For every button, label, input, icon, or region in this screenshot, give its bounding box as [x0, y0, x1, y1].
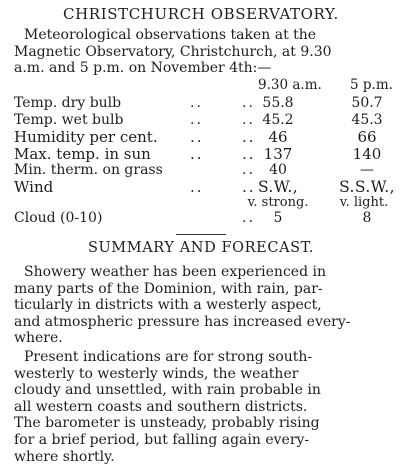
paragraph-line: where.	[14, 330, 63, 347]
summary-paragraph-2	[14, 349, 398, 465]
observation-row	[14, 145, 400, 162]
row-label: Wind	[14, 178, 54, 196]
value-am: 45.2	[262, 112, 294, 128]
intro-line: Meteorological observations taken at the	[24, 27, 317, 43]
observation-row	[14, 162, 400, 179]
value-pm: v. light.	[339, 195, 389, 210]
intro-line: Magnetic Observatory, Christchurch, at 9.30	[14, 43, 332, 60]
observation-row	[14, 95, 400, 112]
value-pm: 8	[362, 210, 372, 226]
summary-paragraph-1	[14, 264, 398, 347]
leader-dots: ..	[242, 178, 256, 196]
row-label: Cloud (0-10)	[14, 210, 103, 226]
observation-row	[14, 210, 400, 227]
leader-dots: ..	[242, 95, 255, 111]
leader-dots: ..	[190, 178, 204, 196]
leader-dots: ..	[242, 162, 255, 178]
observatory-heading: CHRISTCHURCH OBSERVATORY.	[63, 5, 339, 23]
paragraph-line: The barometer is unsteady, probably rising	[14, 415, 320, 432]
value-am: 5	[273, 210, 283, 226]
paragraph-line: Present indications are for strong south-	[24, 349, 313, 365]
value-am: v. strong.	[247, 195, 309, 210]
paragraph-line: all western coasts and southern districts.	[14, 398, 308, 415]
leader-dots: ..	[242, 112, 255, 128]
leader-dots: ..	[242, 128, 256, 146]
paragraph-line: many parts of the Dominion, with rain, par-	[14, 280, 323, 297]
leader-dots: ..	[190, 95, 203, 111]
section-divider	[176, 234, 226, 235]
paragraph-line: where shortly.	[14, 448, 115, 465]
row-label: Temp. dry bulb	[14, 95, 122, 111]
leader-dots: ..	[242, 210, 255, 226]
leader-dots: ..	[190, 128, 204, 146]
row-label: Temp. wet bulb	[14, 112, 124, 128]
observation-row	[14, 112, 400, 129]
row-label: Humidity per cent.	[14, 128, 158, 146]
paragraph-line: ticularly in districts with a westerly aspect,	[14, 297, 322, 314]
paragraph-line: Showery weather has been experienced in	[24, 264, 326, 280]
value-am: 46	[268, 128, 288, 146]
observation-row	[14, 178, 400, 195]
row-label: Max. temp. in sun	[14, 145, 151, 163]
column-header-pm: 5 p.m.	[350, 77, 393, 93]
intro-line: a.m. and 5 p.m. on November 4th:—	[14, 60, 272, 76]
observation-row	[14, 128, 400, 145]
column-header-am: 9.30 a.m.	[258, 77, 322, 93]
value-pm: 140	[352, 145, 382, 163]
leader-dots: ..	[190, 145, 204, 163]
value-pm: 45.3	[351, 112, 383, 128]
row-label: Min. therm. on grass	[14, 162, 163, 178]
value-am: S.W.,	[257, 178, 299, 196]
value-am: 137	[263, 145, 293, 163]
observatory-intro	[14, 27, 394, 77]
paragraph-line: cloudy and unsettled, with rain probable in	[14, 382, 321, 399]
summary-heading: SUMMARY AND FORECAST.	[87, 240, 315, 256]
value-pm: —	[360, 162, 374, 178]
paragraph-line: for a brief period, but falling again every-	[14, 431, 310, 448]
value-am: 40	[269, 162, 287, 178]
value-pm: S.S.W.,	[339, 178, 395, 196]
leader-dots: ..	[190, 112, 203, 128]
paragraph-line: westerly to westerly winds, the weather	[14, 365, 299, 382]
value-am: 55.8	[262, 95, 294, 111]
leader-dots: ..	[242, 145, 256, 163]
value-pm: 66	[357, 128, 377, 146]
value-pm: 50.7	[351, 95, 383, 111]
paragraph-line: and atmospheric pressure has increased every-	[14, 313, 351, 330]
